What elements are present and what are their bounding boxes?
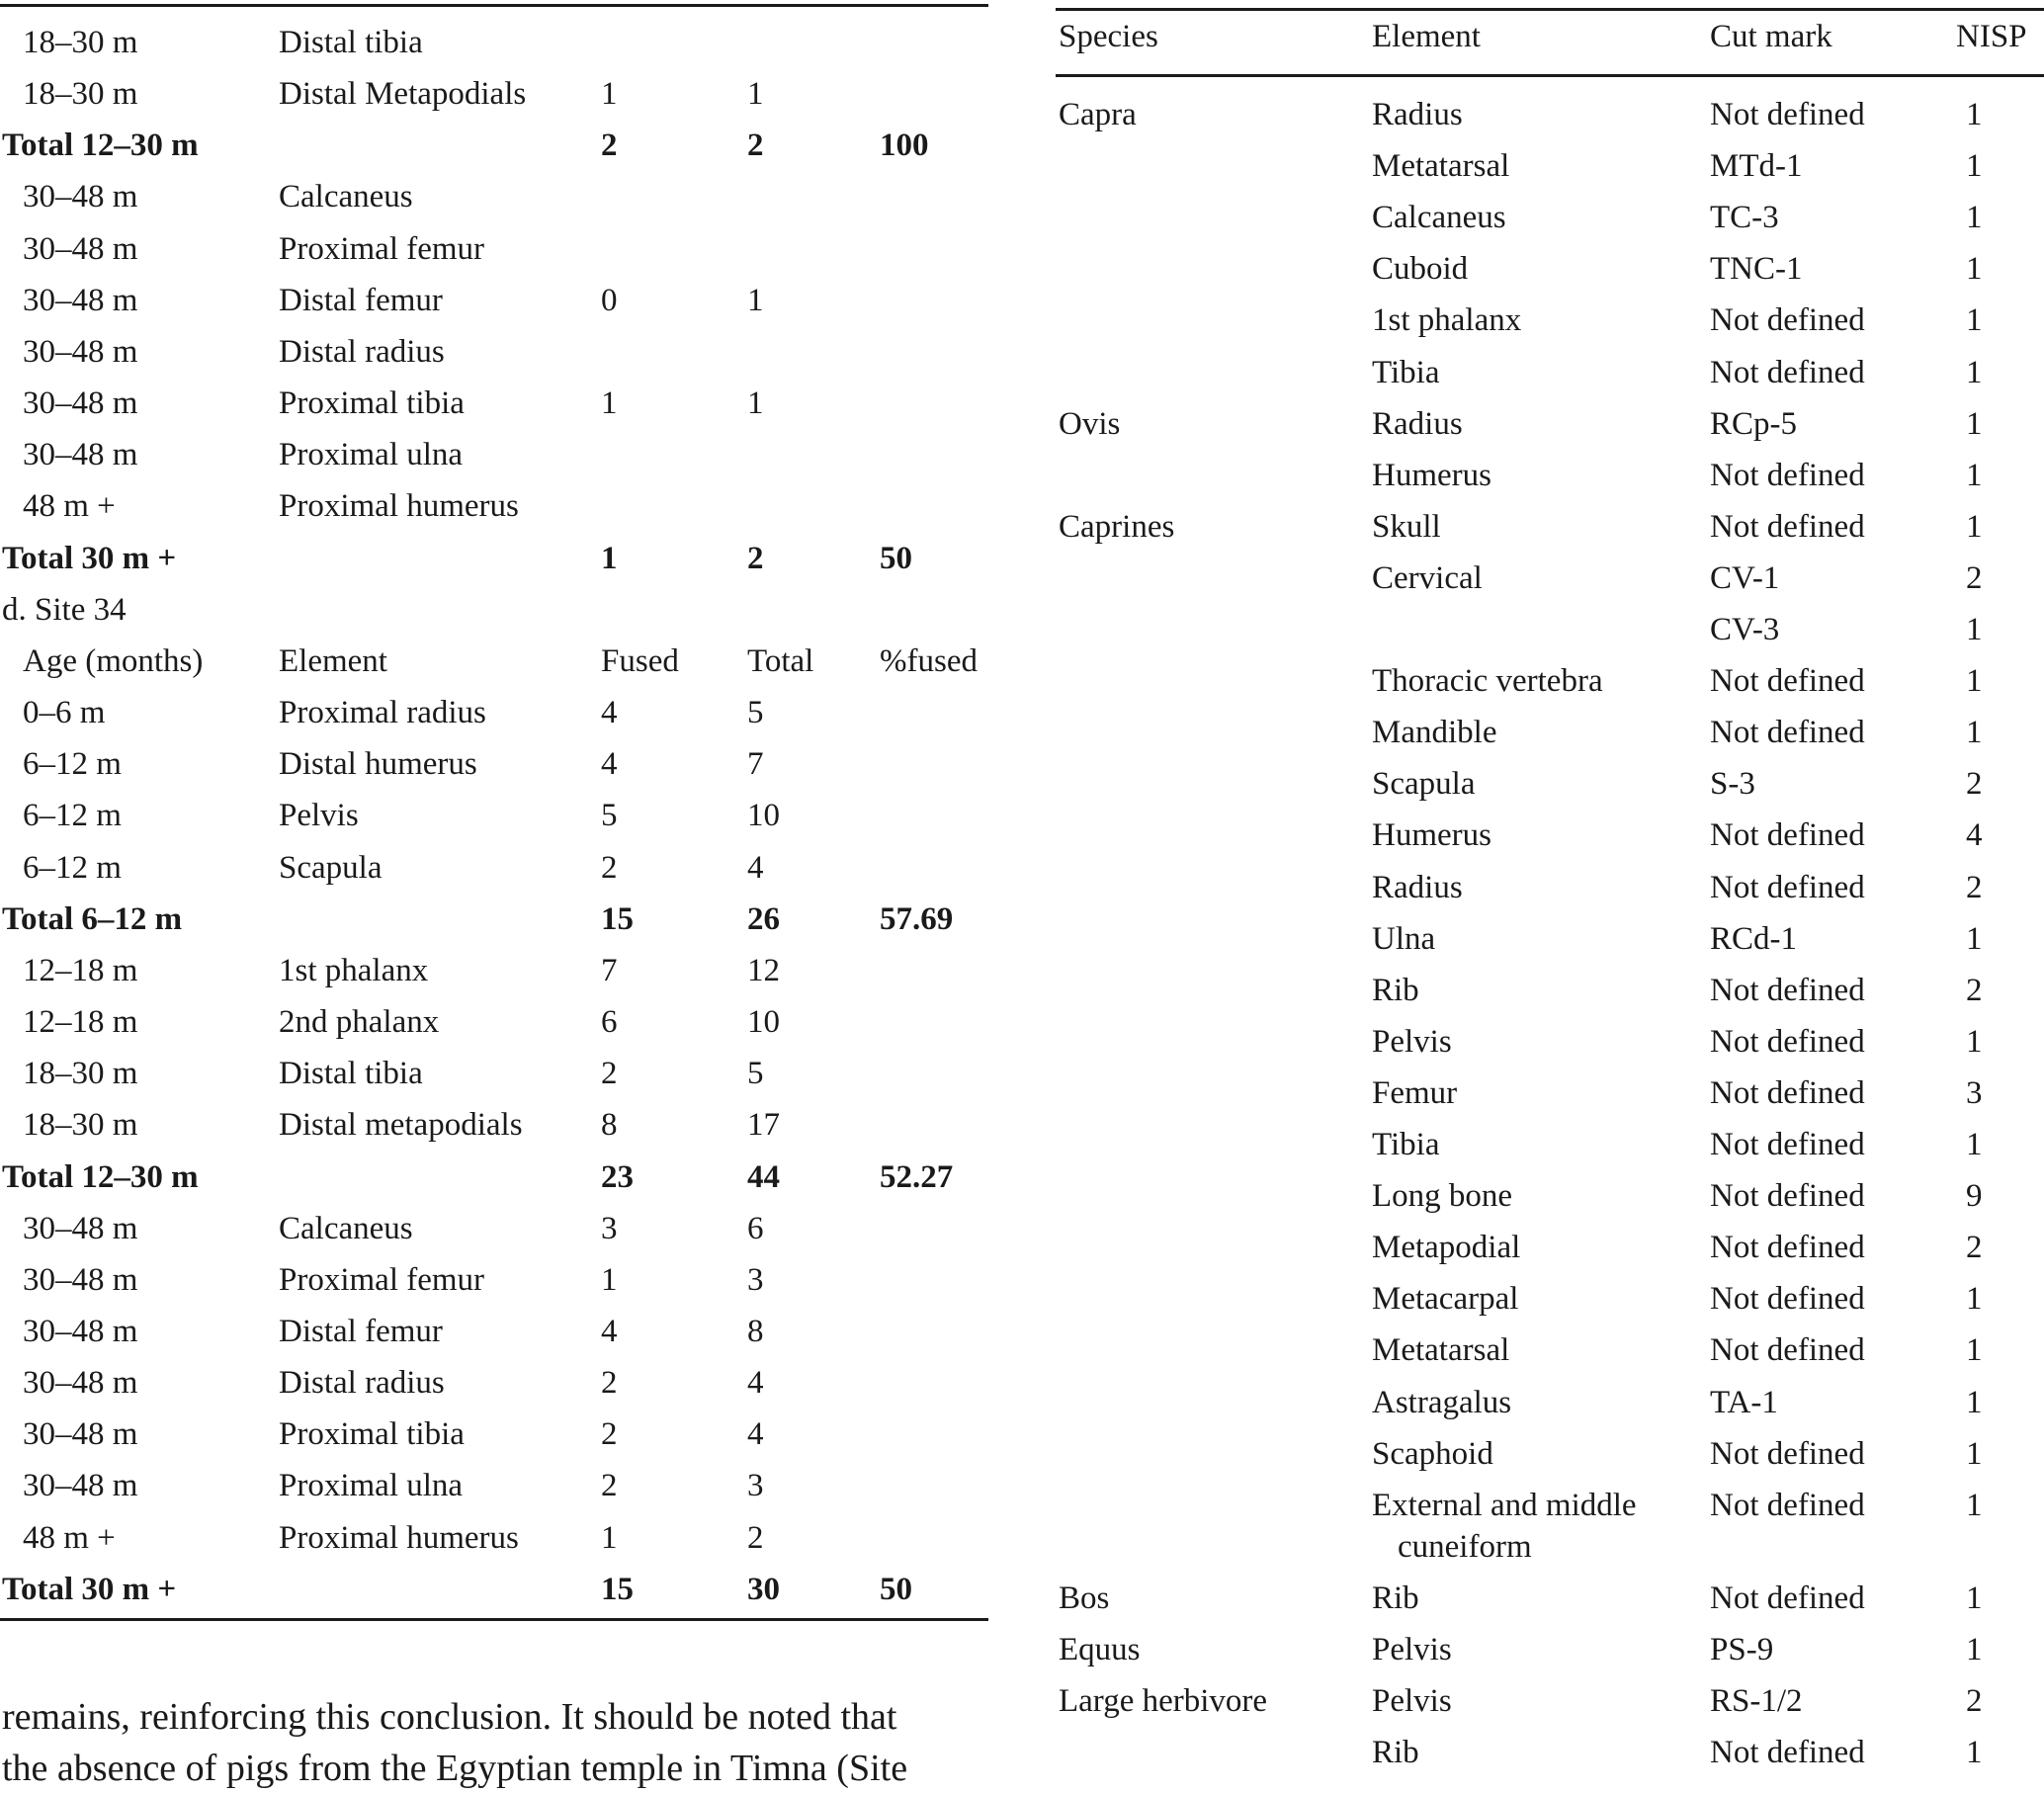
species-cell: Caprines (1059, 508, 1175, 545)
species-cell: Capra (1059, 97, 1137, 132)
element-cell (1372, 918, 1688, 960)
nisp-cell: 2 (1966, 1683, 1983, 1719)
total-cell: Total (747, 642, 814, 679)
element-cell (1372, 506, 1688, 548)
age-cell: 30–48 m (23, 282, 138, 318)
total-cell: 1 (747, 76, 764, 113)
total-cell: 5 (747, 695, 764, 731)
nisp-cell: 1 (1966, 405, 1983, 442)
element-cell (1372, 1227, 1688, 1268)
header-cut-mark: Cut mark (1710, 19, 1832, 54)
element-cell: Distal Metapodials (279, 76, 527, 113)
element-cell (1372, 455, 1688, 496)
fused-cell: 1 (601, 540, 618, 576)
age-cell: d. Site 34 (2, 591, 127, 628)
element-text: Cuboid (1372, 251, 1469, 288)
element-text: Long bone (1372, 1178, 1513, 1215)
fused-cell: 2 (601, 128, 618, 164)
element-text: Scapula (1372, 766, 1476, 803)
nisp-cell: 1 (1966, 354, 1983, 390)
cut-mark-cell: Not defined (1710, 1735, 1865, 1771)
table-row (0, 171, 988, 222)
fused-cell: 1 (601, 1261, 618, 1298)
table-row (0, 636, 988, 687)
element-cell: Distal femur (279, 1314, 443, 1349)
nisp-cell: 1 (1966, 200, 1983, 236)
cut-mark-cell: MTd-1 (1710, 148, 1803, 185)
cut-mark-cell: Not defined (1710, 972, 1865, 1008)
cut-mark-cell: TNC-1 (1710, 251, 1803, 288)
cut-mark-cell: Not defined (1710, 1580, 1865, 1616)
element-text: Metatarsal (1372, 148, 1510, 185)
table-row (0, 842, 988, 894)
total-cell: 3 (747, 1468, 764, 1504)
body-text-line-2: the absence of pigs from the Egyptian temple in Timna (Site (2, 1748, 908, 1789)
element-text: Radius (1372, 405, 1463, 442)
total-cell: 5 (747, 1056, 764, 1092)
element-text: Radius (1372, 97, 1463, 132)
cut-mark-cell: RS-1/2 (1710, 1683, 1803, 1719)
table-row (0, 68, 988, 120)
percent-fused-cell: 57.69 (880, 900, 954, 937)
cut-mark-cell: Not defined (1710, 508, 1865, 545)
age-cell: 30–48 m (23, 1365, 138, 1402)
element-text: Metatarsal (1372, 1332, 1510, 1369)
fused-cell: 2 (601, 1468, 618, 1504)
total-cell: 30 (747, 1571, 780, 1607)
header-element: Element (1372, 19, 1481, 54)
element-text: Calcaneus (1372, 200, 1506, 236)
left-table-top-rule (0, 4, 988, 7)
age-cell: 30–48 m (23, 1261, 138, 1298)
age-cell: 30–48 m (23, 1314, 138, 1349)
age-cell: 30–48 m (23, 333, 138, 370)
element-text: Ulna (1372, 920, 1436, 957)
table-row (0, 1512, 988, 1564)
fused-cell: 4 (601, 746, 618, 783)
fused-cell: 15 (601, 1571, 634, 1607)
fused-cell: 5 (601, 798, 618, 834)
cut-mark-cell: Not defined (1710, 817, 1865, 854)
element-text: 1st phalanx (1372, 302, 1522, 339)
percent-fused-cell: 50 (880, 540, 912, 576)
right-table-header-rule (1056, 74, 2044, 77)
nisp-cell: 1 (1966, 1127, 1983, 1162)
left-table-bottom-rule (0, 1618, 988, 1621)
fused-cell: 2 (601, 849, 618, 886)
element-cell: Proximal femur (279, 1261, 485, 1298)
element-cell: 2nd phalanx (279, 1004, 440, 1041)
table-row (0, 1048, 988, 1099)
table-row (0, 223, 988, 275)
cut-mark-cell: TA-1 (1710, 1384, 1778, 1420)
age-cell: 6–12 m (23, 849, 122, 886)
age-cell: 18–30 m (23, 76, 138, 113)
table-row (0, 996, 988, 1048)
element-cell: Element (279, 642, 387, 679)
element-text: Cervical (1372, 559, 1483, 596)
total-row (0, 120, 988, 171)
age-cell: 30–48 m (23, 1210, 138, 1246)
element-cell: Proximal ulna (279, 437, 464, 473)
age-cell: 6–12 m (23, 746, 122, 783)
percent-fused-cell: %fused (880, 642, 978, 679)
element-cell: Scapula (279, 849, 383, 886)
element-text: Rib (1372, 1735, 1419, 1771)
element-cell: Distal femur (279, 282, 443, 318)
element-cell (1372, 1124, 1688, 1165)
element-cell: Proximal femur (279, 230, 485, 267)
age-cell: 30–48 m (23, 230, 138, 267)
element-cell (1372, 763, 1688, 805)
total-cell: 4 (747, 1416, 764, 1453)
table-row (0, 378, 988, 429)
age-cell: 48 m + (23, 1519, 116, 1556)
element-cell (1372, 403, 1688, 445)
element-cell: Calcaneus (279, 1210, 413, 1246)
element-cell: Calcaneus (279, 179, 413, 215)
nisp-cell: 9 (1966, 1178, 1983, 1215)
age-cell: 30–48 m (23, 437, 138, 473)
age-cell: Total 6–12 m (2, 900, 183, 937)
age-cell: 30–48 m (23, 1416, 138, 1453)
nisp-cell: 1 (1966, 663, 1983, 700)
cut-mark-cell: Not defined (1710, 354, 1865, 390)
cut-mark-cell: Not defined (1710, 715, 1865, 751)
cut-mark-cell: Not defined (1710, 1127, 1865, 1162)
element-cell: Proximal ulna (279, 1468, 464, 1504)
table-row (0, 790, 988, 841)
table-row (0, 1203, 988, 1254)
total-cell: 2 (747, 540, 764, 576)
nisp-cell: 2 (1966, 972, 1983, 1008)
fused-cell: 3 (601, 1210, 618, 1246)
element-cell (1372, 248, 1688, 290)
cut-mark-cell: Not defined (1710, 302, 1865, 339)
element-text: Metapodial (1372, 1230, 1521, 1266)
species-cell: Equus (1059, 1631, 1141, 1667)
header-nisp: NISP (1956, 19, 2027, 54)
table-row (0, 1409, 988, 1460)
element-cell: Distal tibia (279, 25, 423, 60)
total-row (0, 1564, 988, 1615)
cut-mark-cell: Not defined (1710, 1023, 1865, 1060)
element-cell: Distal metapodials (279, 1107, 523, 1144)
element-text: Femur (1372, 1074, 1458, 1111)
element-cell (1372, 1485, 1688, 1568)
fused-cell: Fused (601, 642, 679, 679)
nisp-cell: 1 (1966, 1384, 1983, 1420)
element-cell (1372, 970, 1688, 1011)
table-row (0, 945, 988, 996)
element-text: Skull (1372, 508, 1441, 545)
element-cell (1372, 1175, 1688, 1217)
element-cell: Proximal humerus (279, 1519, 519, 1556)
element-cell: Distal radius (279, 1365, 445, 1402)
total-cell: 4 (747, 849, 764, 886)
nisp-cell: 1 (1966, 1332, 1983, 1369)
species-cell: Ovis (1059, 405, 1121, 442)
cut-mark-cell: Not defined (1710, 1281, 1865, 1318)
nisp-cell: 1 (1966, 1735, 1983, 1771)
table-row (0, 275, 988, 326)
element-text-continuation: cuneiform (1398, 1528, 1532, 1565)
percent-fused-cell: 52.27 (880, 1158, 954, 1195)
section-label (0, 584, 988, 636)
percent-fused-cell: 50 (880, 1571, 912, 1607)
element-text: Astragalus (1372, 1384, 1512, 1420)
table-row (0, 687, 988, 738)
table-row (0, 1254, 988, 1306)
fused-cell: 7 (601, 952, 618, 988)
age-cell: 12–18 m (23, 952, 138, 988)
species-cell: Large herbivore (1059, 1683, 1268, 1719)
element-cell (1372, 94, 1688, 135)
cut-mark-cell: S-3 (1710, 766, 1755, 803)
fused-cell: 1 (601, 1519, 618, 1556)
cut-mark-cell: Not defined (1710, 1435, 1865, 1472)
table-row (0, 1099, 988, 1151)
total-cell: 1 (747, 282, 764, 318)
fused-cell: 0 (601, 282, 618, 318)
total-cell: 6 (747, 1210, 764, 1246)
element-cell: Proximal radius (279, 695, 486, 731)
fused-cell: 2 (601, 1056, 618, 1092)
table-row (0, 326, 988, 378)
age-cell: Total 12–30 m (2, 1158, 199, 1195)
element-cell (1372, 1578, 1688, 1619)
table-row (0, 480, 988, 532)
total-cell: 44 (747, 1158, 780, 1195)
cut-mark-cell: Not defined (1710, 1230, 1865, 1266)
nisp-cell: 1 (1966, 1281, 1983, 1318)
cut-mark-cell: Not defined (1710, 869, 1865, 905)
element-text: Rib (1372, 1580, 1419, 1616)
element-cell (1372, 867, 1688, 908)
element-cell: Distal humerus (279, 746, 477, 783)
element-cell (1372, 1021, 1688, 1063)
age-cell: Total 30 m + (2, 1571, 177, 1607)
table-row (0, 17, 988, 68)
age-cell: Age (months) (23, 642, 204, 679)
fused-cell: 4 (601, 1314, 618, 1349)
age-cell: 0–6 m (23, 695, 106, 731)
total-cell: 7 (747, 746, 764, 783)
cut-mark-cell: RCp-5 (1710, 405, 1798, 442)
total-cell: 2 (747, 128, 764, 164)
fused-cell: 23 (601, 1158, 634, 1195)
cut-mark-cell: RCd-1 (1710, 920, 1798, 957)
cut-mark-cell: Not defined (1710, 1487, 1865, 1523)
element-text: Tibia (1372, 354, 1440, 390)
cut-mark-cell: CV-3 (1710, 612, 1780, 647)
cut-mark-cell: Not defined (1710, 663, 1865, 700)
age-cell: 18–30 m (23, 1107, 138, 1144)
nisp-cell: 1 (1966, 1487, 1983, 1523)
fused-cell: 6 (601, 1004, 618, 1041)
element-cell (1372, 1629, 1688, 1670)
total-cell: 26 (747, 900, 780, 937)
nisp-cell: 2 (1966, 559, 1983, 596)
element-cell (1372, 1072, 1688, 1114)
element-text: Humerus (1372, 817, 1491, 854)
age-cell: 48 m + (23, 488, 116, 525)
element-cell (1372, 1278, 1688, 1320)
nisp-cell: 1 (1966, 251, 1983, 288)
element-text: Rib (1372, 972, 1419, 1008)
cut-mark-cell: Not defined (1710, 1074, 1865, 1111)
nisp-cell: 1 (1966, 457, 1983, 493)
cut-mark-cell: Not defined (1710, 457, 1865, 493)
right-table-top-rule (1056, 8, 2044, 11)
table-row (0, 1306, 988, 1357)
element-cell: Proximal tibia (279, 385, 465, 422)
species-cell: Bos (1059, 1580, 1110, 1616)
cut-mark-cell: TC-3 (1710, 200, 1779, 236)
total-cell: 12 (747, 952, 780, 988)
nisp-cell: 1 (1966, 1023, 1983, 1060)
element-cell (1372, 1433, 1688, 1475)
nisp-cell: 1 (1966, 920, 1983, 957)
body-text-line-1: remains, reinforcing this conclusion. It should be noted that (2, 1696, 897, 1738)
fused-cell: 1 (601, 385, 618, 422)
element-cell (1372, 712, 1688, 753)
table-row (0, 738, 988, 790)
element-text: Mandible (1372, 715, 1497, 751)
element-text: External and middle (1372, 1487, 1637, 1523)
element-cell: Proximal tibia (279, 1416, 465, 1453)
age-cell: 12–18 m (23, 1004, 138, 1041)
nisp-cell: 1 (1966, 715, 1983, 751)
element-text: Scaphoid (1372, 1435, 1493, 1472)
fused-cell: 2 (601, 1365, 618, 1402)
percent-fused-cell: 100 (880, 128, 929, 164)
total-cell: 10 (747, 798, 780, 834)
element-cell (1372, 814, 1688, 856)
total-cell: 8 (747, 1314, 764, 1349)
nisp-cell: 1 (1966, 302, 1983, 339)
nisp-cell: 2 (1966, 1230, 1983, 1266)
element-text: Radius (1372, 869, 1463, 905)
fused-cell: 4 (601, 695, 618, 731)
nisp-cell: 1 (1966, 508, 1983, 545)
total-cell: 3 (747, 1261, 764, 1298)
element-cell (1372, 557, 1688, 599)
table-row (0, 429, 988, 480)
element-text: Pelvis (1372, 1023, 1452, 1060)
element-cell (1372, 1382, 1688, 1423)
total-cell: 10 (747, 1004, 780, 1041)
fused-cell: 15 (601, 900, 634, 937)
nisp-cell: 1 (1966, 1631, 1983, 1667)
nisp-cell: 2 (1966, 766, 1983, 803)
element-cell (1372, 1732, 1688, 1773)
total-row (0, 533, 988, 584)
nisp-cell: 3 (1966, 1074, 1983, 1111)
element-cell: Distal radius (279, 333, 445, 370)
age-cell: 30–48 m (23, 179, 138, 215)
cut-mark-cell: CV-1 (1710, 559, 1780, 596)
fused-cell: 1 (601, 76, 618, 113)
element-cell (1372, 1680, 1688, 1722)
element-cell: Distal tibia (279, 1056, 423, 1092)
cut-mark-cell: Not defined (1710, 97, 1865, 132)
element-cell: Proximal humerus (279, 488, 519, 525)
fused-cell: 8 (601, 1107, 618, 1144)
age-cell: 18–30 m (23, 1056, 138, 1092)
cut-mark-cell: Not defined (1710, 1332, 1865, 1369)
element-cell (1372, 145, 1688, 187)
fused-cell: 2 (601, 1416, 618, 1453)
element-text: Pelvis (1372, 1683, 1452, 1719)
element-cell: Pelvis (279, 798, 359, 834)
age-cell: 30–48 m (23, 1468, 138, 1504)
nisp-cell: 1 (1966, 612, 1983, 647)
element-cell (1372, 197, 1688, 238)
element-text: Thoracic vertebra (1372, 663, 1603, 700)
total-row (0, 1152, 988, 1203)
element-text: Humerus (1372, 457, 1491, 493)
element-cell (1372, 352, 1688, 393)
nisp-cell: 1 (1966, 148, 1983, 185)
total-cell: 2 (747, 1519, 764, 1556)
cut-mark-cell: PS-9 (1710, 1631, 1774, 1667)
table-row (0, 1357, 988, 1409)
age-cell: 18–30 m (23, 25, 138, 60)
total-row (0, 894, 988, 945)
nisp-cell: 1 (1966, 1435, 1983, 1472)
header-species: Species (1059, 19, 1158, 54)
table-row (0, 1460, 988, 1511)
nisp-cell: 1 (1966, 97, 1983, 132)
element-cell (1372, 299, 1688, 341)
element-text: Pelvis (1372, 1631, 1452, 1667)
element-cell (1372, 660, 1688, 702)
nisp-cell: 4 (1966, 817, 1983, 854)
total-cell: 4 (747, 1365, 764, 1402)
element-cell (1372, 1329, 1688, 1371)
age-cell: 30–48 m (23, 385, 138, 422)
total-cell: 1 (747, 385, 764, 422)
element-cell: 1st phalanx (279, 952, 429, 988)
age-cell: Total 12–30 m (2, 128, 199, 164)
element-text: Tibia (1372, 1127, 1440, 1162)
nisp-cell: 1 (1966, 1580, 1983, 1616)
age-cell: 6–12 m (23, 798, 122, 834)
age-cell: Total 30 m + (2, 540, 177, 576)
nisp-cell: 2 (1966, 869, 1983, 905)
element-text: Metacarpal (1372, 1281, 1519, 1318)
cut-mark-cell: Not defined (1710, 1178, 1865, 1215)
total-cell: 17 (747, 1107, 780, 1144)
